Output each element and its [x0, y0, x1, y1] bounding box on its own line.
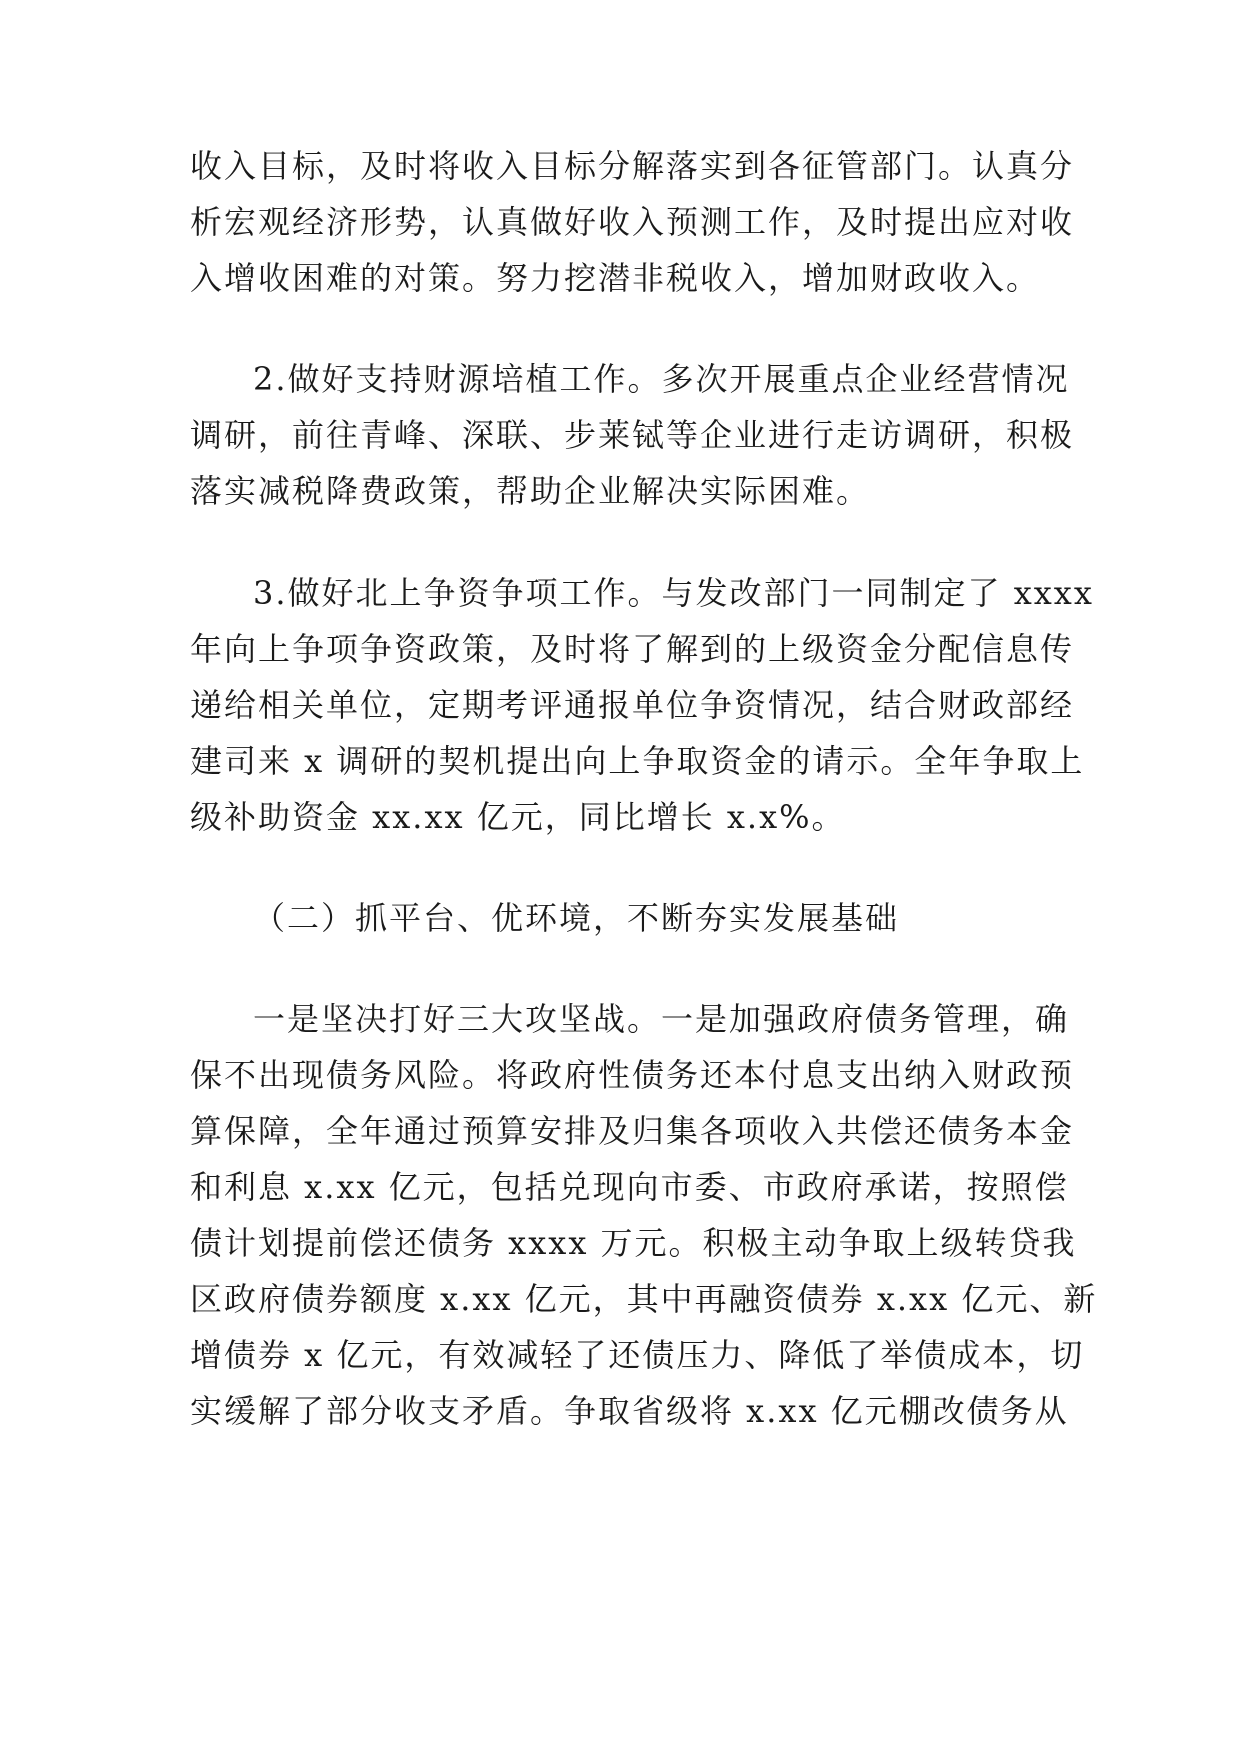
- text-line: 一是坚决打好三大攻坚战。一是加强政府债务管理，确: [253, 1000, 1070, 1038]
- text-line: 级补助资金 xx.xx 亿元，同比增长 x.x%。: [190, 798, 846, 836]
- text-line: 3.做好北上争资争项工作。与发改部门一同制定了 xxxx: [253, 574, 1094, 612]
- text-line: 区政府债券额度 x.xx 亿元，其中再融资债券 x.xx 亿元、新: [190, 1280, 1098, 1318]
- text-line: 年向上争项争资政策，及时将了解到的上级资金分配信息传: [190, 630, 1075, 668]
- text-line: 保不出现债务风险。将政府性债务还本付息支出纳入财政预: [190, 1056, 1075, 1094]
- section-heading: （二）抓平台、优环境，不断夯实发展基础: [253, 899, 900, 937]
- text-line: 收入目标，及时将收入目标分解落实到各征管部门。认真分: [190, 147, 1075, 185]
- text-line: 2.做好支持财源培植工作。多次开展重点企业经营情况: [253, 360, 1070, 398]
- text-line: 调研，前往青峰、深联、步莱铽等企业进行走访调研，积极: [190, 416, 1075, 454]
- text-line: 递给相关单位，定期考评通报单位争资情况，结合财政部经: [190, 686, 1075, 724]
- text-line: 增债券 x 亿元，有效减轻了还债压力、降低了举债成本，切: [190, 1336, 1085, 1374]
- text-line: 入增收困难的对策。努力挖潜非税收入，增加财政收入。: [190, 259, 1041, 297]
- text-line: 落实减税降费政策，帮助企业解决实际困难。: [190, 472, 871, 510]
- text-line: 和利息 x.xx 亿元，包括兑现向市委、市政府承诺，按照偿: [190, 1168, 1069, 1206]
- text-line: 实缓解了部分收支矛盾。争取省级将 x.xx 亿元棚改债务从: [190, 1392, 1069, 1430]
- text-line: 析宏观经济形势，认真做好收入预测工作，及时提出应对收: [190, 203, 1075, 241]
- text-line: 债计划提前偿还债务 xxxx 万元。积极主动争取上级转贷我: [190, 1224, 1077, 1262]
- text-line: 建司来 x 调研的契机提出向上争取资金的请示。全年争取上: [190, 742, 1085, 780]
- text-line: 算保障，全年通过预算安排及归集各项收入共偿还债务本金: [190, 1112, 1075, 1150]
